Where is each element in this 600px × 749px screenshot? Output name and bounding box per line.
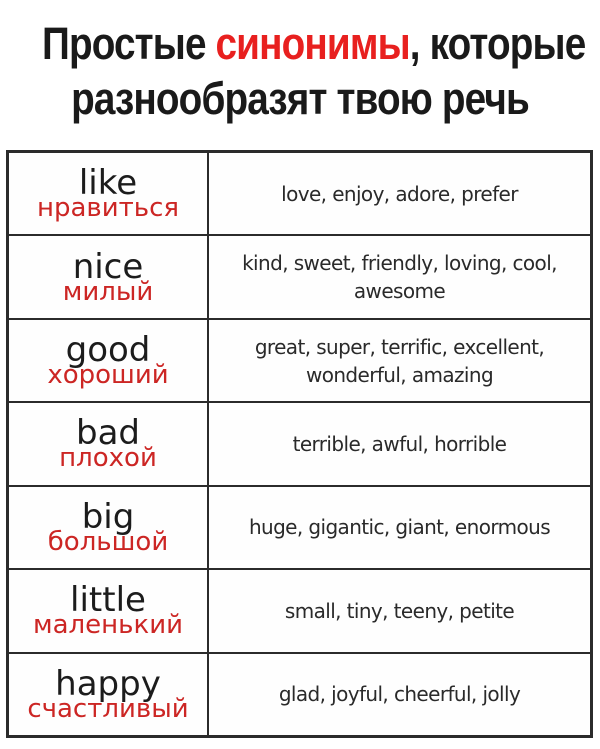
word-cell [9,320,209,401]
russian-translation: милый [62,276,154,307]
table-row-big [9,485,590,568]
english-word: like [78,163,138,204]
table-row-bad [9,401,590,484]
synonyms-list: kind, sweet, friendly, loving, cool, awesome [242,251,557,304]
word-cell [9,654,209,735]
title-line-1 [42,16,586,71]
russian-translation: хороший [47,360,169,391]
english-word: bad [76,413,140,454]
title-accent-word: синонимы [215,18,410,69]
synonyms-list: love, enjoy, adore, prefer [281,181,518,206]
english-word: nice [72,246,144,287]
synonyms-list: glad, joyful, cheerful, jolly [278,682,521,707]
russian-translation: большой [47,526,169,557]
russian-translation: плохой [59,443,157,474]
title-part-1: Простые [42,18,216,69]
word-cell [9,487,209,568]
russian-translation: нравиться [36,193,180,224]
title-part-2: , которые [409,18,586,69]
russian-translation: счастливый [27,693,189,724]
word-cell [9,403,209,484]
synonyms-list: great, super, terrific, excellent, wonderful, amazing [254,334,545,387]
english-word: happy [55,663,161,704]
table-row-good [9,318,590,401]
word-cell [9,570,209,651]
word-cell [9,236,209,317]
word-cell [9,153,209,234]
synonyms-list: terrible, awful, horrible [292,431,507,456]
page-title [0,16,600,126]
table-row-like [9,153,590,234]
synonyms-list: huge, gigantic, giant, enormous [248,515,551,540]
english-word: big [81,496,135,537]
table-row-little [9,568,590,651]
table-row-happy [9,652,590,735]
synonyms-table [6,150,593,738]
table-row-nice [9,234,590,317]
synonyms-list: small, tiny, teeny, petite [284,598,515,623]
russian-translation: маленький [33,610,183,641]
english-word: little [70,580,146,621]
title-line-2: разнообразят твою речь [71,73,529,124]
english-word: good [65,330,151,371]
